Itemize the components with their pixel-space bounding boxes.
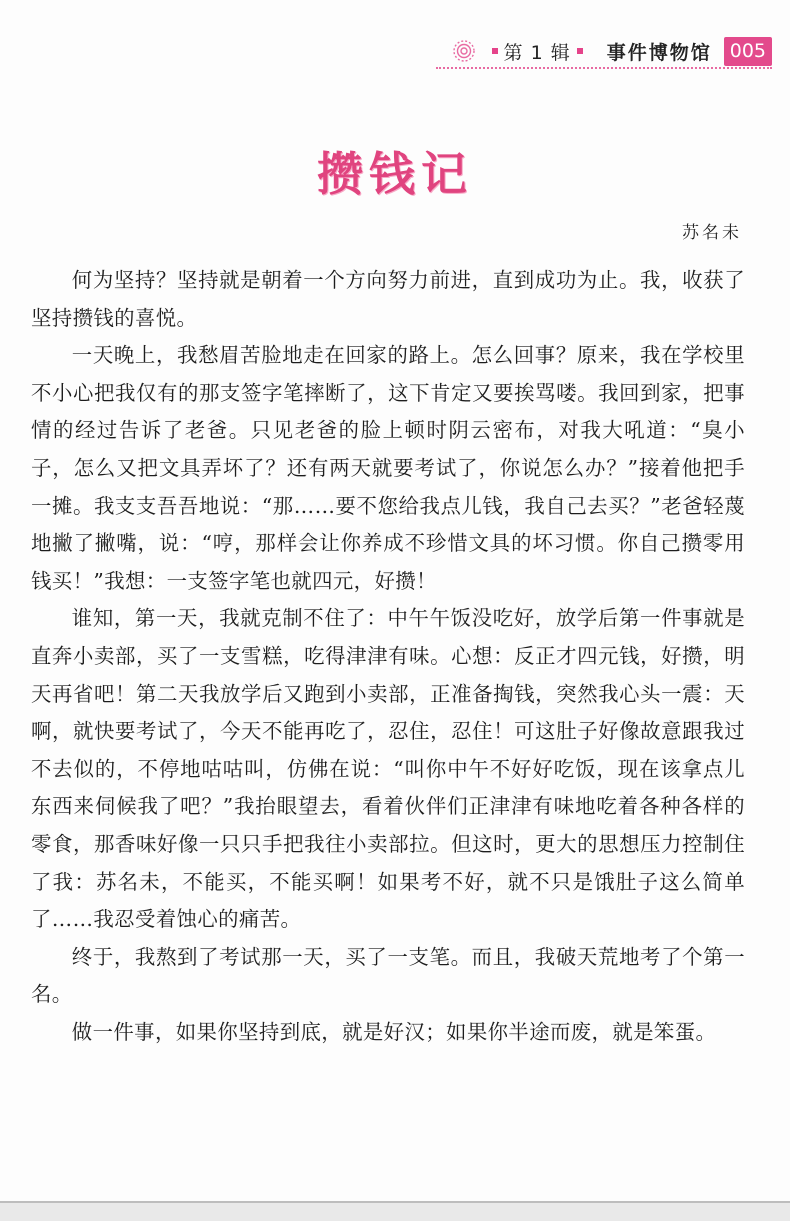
scan-background <box>0 1203 790 1221</box>
bullet-icon <box>577 48 583 54</box>
section-label: 事件博物馆 <box>606 41 712 64</box>
paragraph: 谁知，第一天，我就克制不住了：中午午饭没吃好，放学后第一件事就是直奔小卖部，买了一支雪糕，吃得津津有味。心想：反正才四元钱，好攒，明天再省吧！第二天我放学后又跑到小卖部，正准备掏钱，突然我心头一震：天啊，就快要考试了，今天不能再吃了，忍住，忍住！可这肚子好像故意跟我过不去似的，不停地咕咕叫，仿佛在说：“叫你中午不好好吃饭，现在该拿点儿东西来伺候我了吧？”我抬眼望去，看着伙伴们正津津有味地吃着各种各样的零食，那香味好像一只只手把我往小卖部拉。但这时，更大的思想压力控制住了我：苏名未，不能买，不能买啊！如果考不好，就不只是饿肚子这么简单了……我忍受着蚀心的痛苦。 <box>31 606 745 932</box>
series-label: 第 1 辑 <box>503 41 571 64</box>
paragraph: 终于，我熬到了考试那一天，买了一支笔。而且，我破天荒地考了个第一名。 <box>31 944 745 1007</box>
article-author: 苏名未 <box>682 223 742 243</box>
bullet-icon <box>492 48 498 54</box>
running-header <box>452 36 772 66</box>
paragraph: 何为坚持？坚持就是朝着一个方向努力前进，直到成功为止。我，收获了坚持攒钱的喜悦。 <box>31 268 745 330</box>
spiral-icon <box>452 39 476 63</box>
article-title: 攒钱记 <box>317 147 473 201</box>
page-number: 005 <box>724 37 772 66</box>
paragraph: 做一件事，如果你坚持到底，就是好汉；如果你半途而废，就是笨蛋。 <box>71 1019 717 1044</box>
header-divider <box>436 67 772 69</box>
article-body <box>31 262 745 1051</box>
paragraph: 一天晚上，我愁眉苦脸地走在回家的路上。怎么回事？原来，我在学校里不小心把我仅有的那支签字笔摔断了，这下肯定又要挨骂喽。我回到家，把事情的经过告诉了老爸。只见老爸的脸上顿时阴云密布，对我大吼道：“臭小子，怎么又把文具弄坏了？还有两天就要考试了，你说怎么办？”接着他把手一摊。我支支吾吾地说：“那……要不您给我点儿钱，我自己去买？”老爸轻蔑地撇了撇嘴，说：“哼，那样会让你养成不珍惜文具的坏习惯。你自己攒零用钱买！”我想：一支签字笔也就四元，好攒！ <box>31 343 745 593</box>
